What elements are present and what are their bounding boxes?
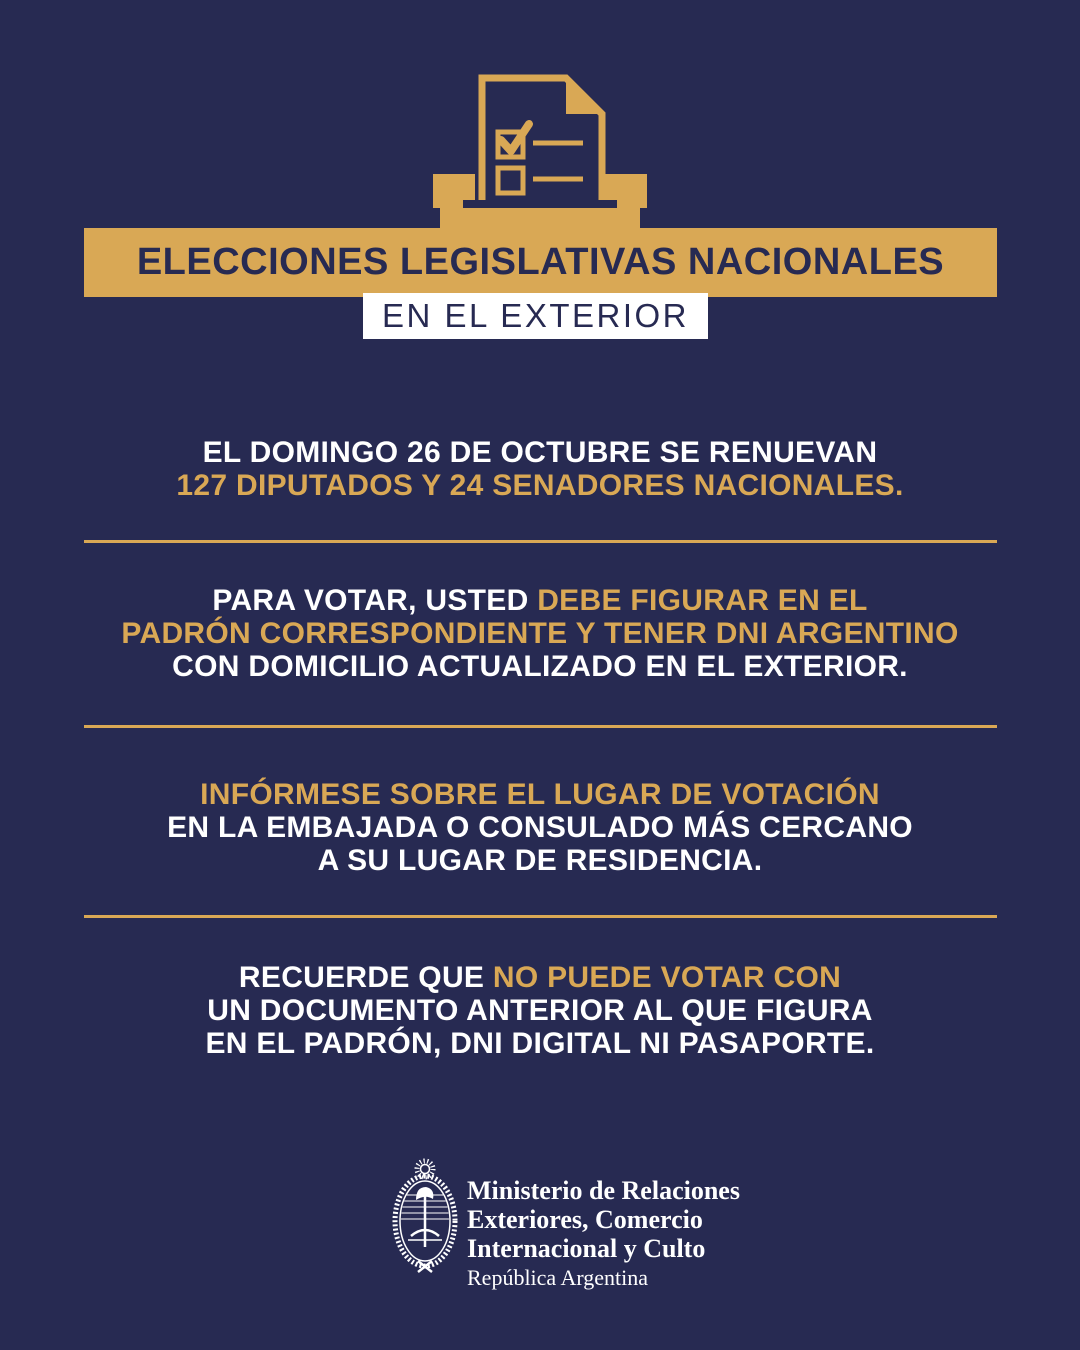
text-segment: PADRÓN CORRESPONDIENTE Y TENER DNI ARGENTINO (121, 617, 959, 650)
text-line (0, 844, 1080, 877)
title-banner (84, 228, 997, 297)
text-segment: PARA VOTAR, USTED (212, 584, 538, 617)
text-segment: CON DOMICILIO ACTUALIZADO EN EL EXTERIOR. (172, 650, 908, 683)
ministry-block (467, 1176, 740, 1291)
text-segment: NO PUEDE VOTAR CON (492, 961, 842, 994)
text-segment: EN LA EMBAJADA O CONSULADO MÁS CERCANO (167, 811, 913, 844)
text-segment: EN EL PADRÓN, DNI DIGITAL NI PASAPORTE. (205, 1027, 875, 1060)
text-line (0, 994, 1080, 1027)
info-section-1 (0, 436, 1080, 502)
ministry-name-line: Exteriores, Comercio (467, 1205, 703, 1234)
text-line (0, 650, 1080, 683)
text-segment: INFÓRMESE SOBRE EL LUGAR DE VOTACIÓN (200, 778, 880, 811)
text-line (0, 1027, 1080, 1060)
text-line (0, 617, 1080, 650)
divider (84, 725, 997, 728)
text-line (0, 961, 1080, 994)
info-section-4 (0, 961, 1080, 1060)
coat-of-arms-icon (383, 1155, 467, 1273)
poster-subtitle: EN EL EXTERIOR (381, 297, 689, 334)
ministry-name-line: Ministerio de Relaciones (467, 1176, 740, 1205)
divider (84, 540, 997, 543)
text-segment: UN DOCUMENTO ANTERIOR AL QUE FIGURA (207, 994, 873, 1027)
text-segment: DEBE FIGURAR EN EL (537, 584, 868, 617)
divider (84, 915, 997, 918)
text-line (0, 778, 1080, 811)
poster-title: ELECCIONES LEGISLATIVAS NACIONALES (136, 241, 945, 283)
text-segment: RECUERDE QUE (238, 961, 493, 994)
text-segment: A SU LUGAR DE RESIDENCIA. (317, 844, 763, 877)
country-name: República Argentina (467, 1265, 649, 1290)
box-slot (463, 200, 617, 208)
info-section-3 (0, 778, 1080, 877)
text-line (0, 469, 1080, 502)
text-line (0, 811, 1080, 844)
ministry-name-line: Internacional y Culto (467, 1234, 706, 1263)
text-line (0, 436, 1080, 469)
ballot-box-icon (430, 72, 650, 228)
subtitle-box (363, 293, 708, 339)
text-line (0, 584, 1080, 617)
info-section-2 (0, 584, 1080, 683)
sun-face (421, 1165, 430, 1174)
text-segment: EL DOMINGO 26 DE OCTUBRE SE RENUEVAN (202, 436, 878, 469)
text-segment: 127 DIPUTADOS Y 24 SENADORES NACIONALES. (176, 469, 904, 502)
